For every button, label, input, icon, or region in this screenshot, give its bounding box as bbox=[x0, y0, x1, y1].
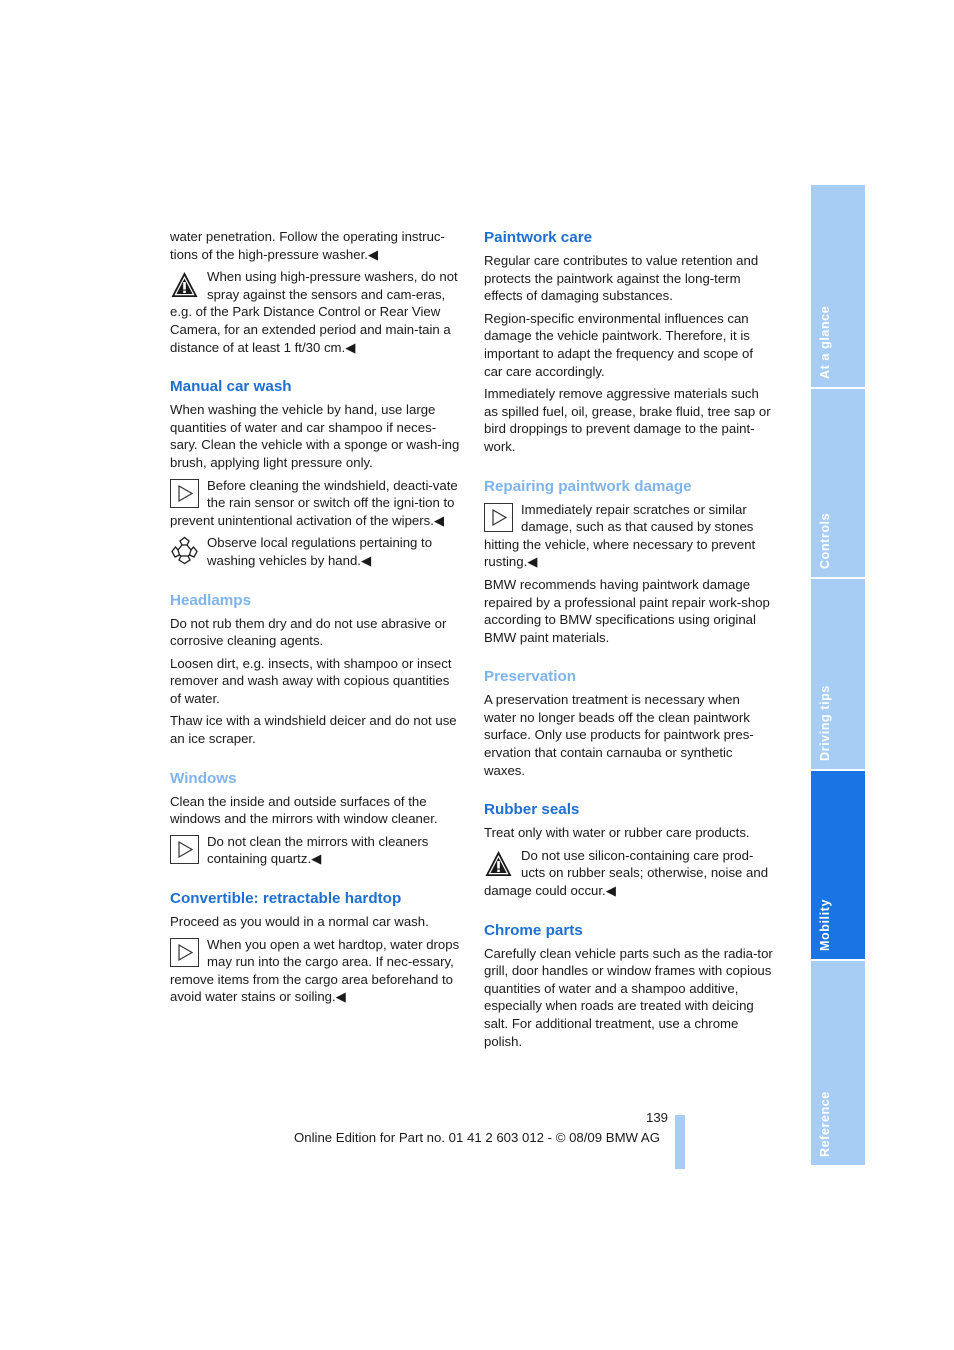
heading-repairing-paintwork: Repairing paintwork damage bbox=[484, 477, 692, 495]
heading-headlamps: Headlamps bbox=[170, 591, 252, 609]
paintwork-text-2: Region-specific environmental influences can damage the vehicle paintwork. Therefore, it is important to adapt the frequency and scope of car care accordingly. bbox=[484, 310, 754, 379]
tab-controls[interactable]: Controls bbox=[811, 389, 865, 579]
edition-footer: Online Edition for Part no. 01 41 2 603 012 - © 08/09 BMW AG bbox=[294, 1130, 660, 1145]
manual-wash-text: When washing the vehicle by hand, use large quantities of water and car shampoo if neces-sary. Clean the vehicle with a sponge or wash-ing brush, applying light pressure only. bbox=[170, 402, 460, 470]
tab-at-a-glance[interactable]: At a glance bbox=[811, 185, 865, 389]
repair-note: Immediately repair scratches or similar damage, such as that caused by stones hitting the vehicle, where necessary to prevent rusting.◀ bbox=[484, 501, 756, 570]
headlamps-text-2: Loosen dirt, e.g. insects, with shampoo or insect remover and wash away with copious quantities of water. bbox=[170, 655, 452, 706]
windows-text: Clean the inside and outside surfaces of the windows and the mirrors with window cleaner. bbox=[170, 793, 438, 827]
tab-mobility[interactable]: Mobility bbox=[811, 771, 865, 961]
heading-paintwork-care: Paintwork care bbox=[484, 229, 593, 246]
rubber-text: Treat only with water or rubber care products. bbox=[484, 825, 750, 841]
hardtop-text: Proceed as you would in a normal car wash. bbox=[170, 914, 429, 930]
tab-driving-tips[interactable]: Driving tips bbox=[811, 579, 865, 771]
chrome-text: Carefully clean vehicle parts such as the radia-tor grill, door handles or window frames with copious quantities of water and a shampoo additive, especially when roads are treated with deicing salt. For additional treatment, use a chrome polish. bbox=[484, 945, 773, 1049]
hardtop-note: When you open a wet hardtop, water drops may run into the cargo area. If nec-essary, remove items from the cargo area beforehand to avoid water stains or soiling.◀ bbox=[170, 936, 460, 1005]
heading-preservation: Preservation bbox=[484, 668, 577, 686]
paintwork-text-1: Regular care contributes to value retention and protects the paintwork against the long-term effects of damaging substances. bbox=[484, 253, 759, 304]
rubber-warning: Do not use silicon-containing care prod-ucts on rubber seals; otherwise, noise and damage could occur.◀ bbox=[484, 847, 769, 899]
note-arrow-icon bbox=[170, 938, 199, 967]
heading-manual-car-wash: Manual car wash bbox=[170, 378, 292, 396]
headlamps-text-3: Thaw ice with a windshield deicer and do not use an ice scraper. bbox=[170, 713, 457, 747]
page-marker-bar bbox=[675, 1115, 685, 1169]
mirror-note: Do not clean the mirrors with cleaners containing quartz.◀ bbox=[170, 833, 462, 868]
preservation-text: A preservation treatment is necessary when water no longer beads off the clean paintwork surface. Only use products for paintwork pres-ervation that contain carnauba or synthetic waxes. bbox=[484, 692, 754, 778]
note-arrow-icon bbox=[170, 479, 199, 508]
left-column bbox=[170, 228, 462, 1011]
heading-rubber-seals: Rubber seals bbox=[484, 801, 580, 819]
heading-chrome-parts: Chrome parts bbox=[484, 921, 583, 939]
section-tabs bbox=[811, 185, 865, 1165]
environment-note: Observe local regulations pertaining to washing vehicles by hand.◀ bbox=[170, 534, 462, 569]
right-column bbox=[484, 228, 774, 1055]
warning-icon bbox=[484, 849, 513, 878]
paintwork-text-3: Immediately remove aggressive materials such as spilled fuel, oil, grease, brake fluid, tree sap or bird droppings to prevent damage to the paint-work. bbox=[484, 386, 771, 454]
warning-icon bbox=[170, 270, 199, 299]
note-arrow-icon bbox=[170, 835, 199, 864]
page-number: 139 bbox=[645, 1110, 668, 1125]
recycle-icon bbox=[170, 536, 199, 565]
headlamps-text-1: Do not rub them dry and do not use abrasive or corrosive cleaning agents. bbox=[170, 615, 447, 649]
tab-reference[interactable]: Reference bbox=[811, 961, 865, 1165]
heading-windows: Windows bbox=[170, 769, 237, 787]
repair-text: BMW recommends having paintwork damage repaired by a professional paint repair work-shop according to BMW specifications using original BMW paint materials. bbox=[484, 576, 770, 645]
pressure-warning: When using high-pressure washers, do not spray against the sensors and cam-eras, e.g. of the Park Distance Control or Rear View Camera, for an extended period and main-tain a distance of at least 1 ft/30 cm.◀ bbox=[170, 269, 458, 355]
note-arrow-icon bbox=[484, 503, 513, 532]
heading-retractable-hardtop: Convertible: retractable hardtop bbox=[170, 890, 402, 908]
intro-text: water penetration. Follow the operating instruc-tions of the high-pressure washer.◀ bbox=[170, 229, 445, 262]
windshield-note: Before cleaning the windshield, deacti-vate the rain sensor or switch off the igni-tion to prevent unintentional activation of the wipers.◀ bbox=[170, 477, 458, 528]
